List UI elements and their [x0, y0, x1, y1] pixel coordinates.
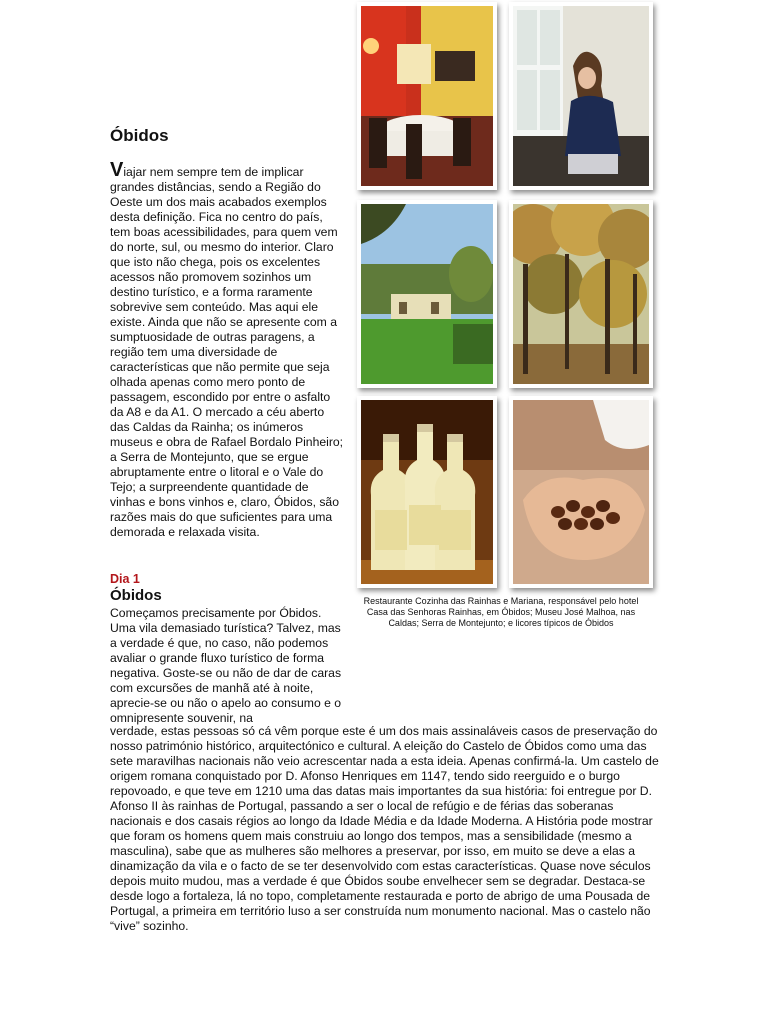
day-label: Dia 1	[110, 572, 140, 586]
intro-text: iajar nem sempre tem de implicar grandes distâncias, sendo a Região do Oeste um dos mais acabados exemplos desta definição. Fica no centro do país, tem boas acessibilidades, para quem vem do norte, sul, ou mesmo do interior. Claro que isto não chega, pois os excelentes acessos não promovem sozinhos um destino turístico, e a forma raramente sobrevive sem conteúdo. Mas aqui ele existe. Ainda que não se apresente com a sumptuosidade de outras paragens, a região tem uma diversidade de características que não permite que seja olhada apenas como mero ponto de passagem, escondido por entre o asfalto da A8 e da A1. O mercado a céu aberto das Caldas da Rainha; os inúmeros museus e obra de Rafael Bordalo Pinheiro; a Serra de Montejunto, que se ergue abruptamente entre o litoral e o Vale do Tejo; a surpreendente quantidade de vinhas e bons vinhos e, claro, Óbidos, são razões mais do que suficientes para uma demorada e relaxada visita.	[110, 165, 344, 539]
intro-paragraph	[110, 159, 346, 540]
chestnuts-in-hands-photo	[509, 396, 653, 588]
liqueur-bottles-photo	[357, 396, 497, 588]
woman-at-window-photo	[509, 2, 653, 190]
museum-garden-photo	[357, 200, 497, 388]
article-title: Óbidos	[110, 126, 169, 145]
day-heading: Óbidos	[110, 587, 162, 604]
body-paragraph-wide: verdade, estas pessoas só cá vêm porque este é um dos mais assinaláveis casos de preservação do nosso património histórico, arquitectónico e cultural. A eleição do Castelo de Óbidos como uma das sete maravilhas nacionais não veio acrescentar nada a esta ideia. Apenas confirmá-la. Um castelo de origem romana conquistado por D. Afonso Henriques em 1147, tendo sido reerguido e o burgo repovoado, e que teve em 1210 uma das datas mais importantes da sua história: foi entregue por D. Afonso II às rainhas de Portugal, passando a ser o local de refúgio e de férias das soberanas nacionais e dos casais régios ao longo da Idade Média e da Idade Moderna. A História pode mostrar que foram os homens quem mais construiu ao longo dos tempos, mas a sensibilidade (mesmo a masculina), sabe que as mulheres são melhores a preservar, por isso, em muito se deve a elas a dinamização da vila e o facto de se ter desenvolvido com estas características. Quase nove séculos depois muito mudou, mas a verdade é que Óbidos soube envelhecer sem se degradar. Destaca-se desde logo a fortaleza, lá no topo, completamente restaurada e porto de abrigo de uma Pousada de Portugal, a primeira em território luso a ser construída num monumento nacional. Mas o castelo não “vive” sozinho.	[110, 724, 659, 933]
photo-caption: Restaurante Cozinha das Rainhas e Mariana, responsável pelo hotel Casa das Senhoras Rainhas, em Óbidos; Museu José Malhoa, nas Caldas; Serra de Montejunto; e licores típicos de Óbidos	[363, 596, 639, 628]
forest-photo	[509, 200, 653, 388]
body-paragraph-column: Começamos precisamente por Óbidos. Uma vila demasiado turística? Talvez, mas a verdade é que, no caso, não podemos avaliar o grande fluxo turístico de forma negativa. Goste-se ou não de dar de caras com excursões de manhã até à noite, aprecie-se ou não o apelo ao consumo e o omnipresente souvenir, na	[110, 606, 342, 725]
restaurant-photo	[357, 2, 497, 190]
drop-cap: V	[110, 159, 124, 181]
